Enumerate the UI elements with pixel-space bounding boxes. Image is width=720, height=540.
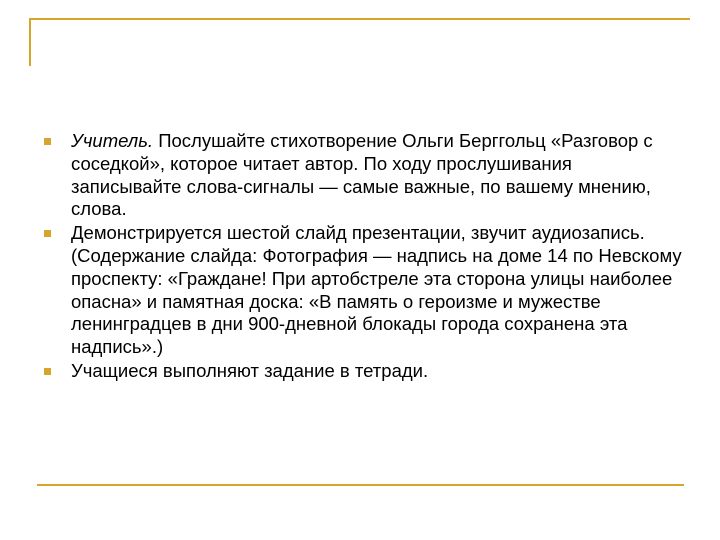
bullet-text-demonstration: Демонстрируется шестой слайд презентации, звучит аудиозапись. (Содержание слайда: Фотография — надпись на доме 14 по Невскому проспекту: «Граждане! При артобстреле эта сторона улицы наиболее опасна» и памятная доска: «В память о героизме и мужестве ленинградцев в дни 900-дневной блокады города сохранена эта надпись».) — [71, 222, 682, 358]
bullet-lead-teacher: Учитель. — [71, 130, 154, 151]
top-rule — [29, 18, 690, 20]
bullet-square-icon — [44, 230, 51, 237]
bullet-text-students: Учащиеся выполняют задание в тетради. — [71, 359, 429, 381]
bullet-item-teacher — [44, 130, 684, 221]
bullet-text-teacher: Послушайте стихотворение Ольги Берггольц «Разговор с соседкой», которое читает автор. По ходу прослушивания записывайте слова-сигналы — самые важные, по вашему мнению, слова. — [71, 130, 653, 220]
bottom-rule — [37, 484, 684, 486]
bullet-square-icon — [44, 138, 51, 145]
bullet-item-demonstration — [44, 222, 684, 359]
bullet-square-icon — [44, 368, 51, 375]
bullet-list — [44, 130, 684, 384]
left-rule — [29, 18, 31, 66]
bullet-item-students — [44, 360, 684, 383]
